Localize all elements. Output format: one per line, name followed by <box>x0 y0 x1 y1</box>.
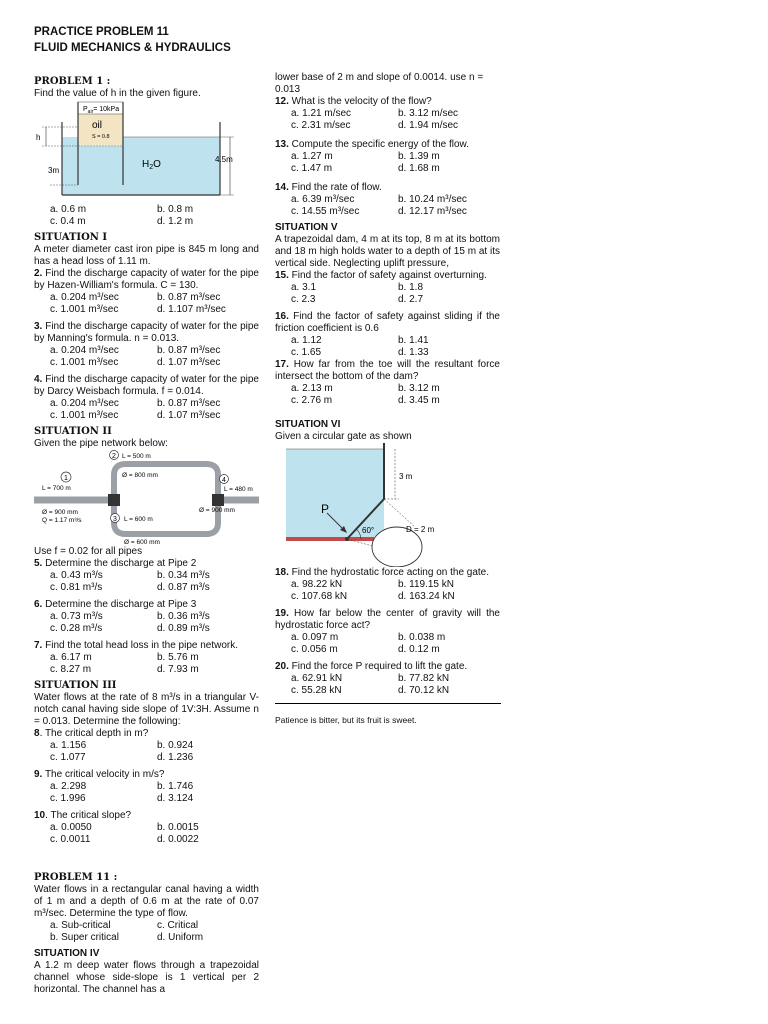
option: d. 0.12 m <box>398 644 440 655</box>
option: c. 1.996 <box>50 793 86 804</box>
option: b. 1.8 <box>398 282 424 293</box>
question-14 <box>275 182 500 194</box>
question-18 <box>275 567 500 579</box>
problem11-text: Water flows in a rectangular canal having a width of 1 m and a depth of 0.6 m at the rate of 0.07 m³/sec. Determine the type of flow. <box>34 884 259 919</box>
question-17-options <box>275 383 500 407</box>
option: b. 5.76 m <box>157 652 199 663</box>
question-text: Compute the specific energy of the flow. <box>288 139 470 150</box>
question-number: 3. <box>34 321 43 332</box>
option: a. 0.0050 <box>50 822 92 833</box>
question-number: 20. <box>275 661 289 672</box>
question-14-options <box>275 194 500 218</box>
problem1-title: PROBLEM 1 : <box>34 76 111 87</box>
option: b. 1.746 <box>157 781 194 792</box>
option: d. 1.2 m <box>157 216 194 227</box>
question-text: Find the hydrostatic force acting on the gate. <box>288 567 490 578</box>
right-dimension-label: 4.5m <box>215 155 233 164</box>
diameter-label: D = 2 m <box>406 525 435 534</box>
option: c. 1.001 m³/sec <box>50 357 119 368</box>
option: d. 3.124 <box>157 793 194 804</box>
option: d. Uniform <box>157 932 204 943</box>
option: b. 3.12 m/sec <box>398 108 459 119</box>
pipe-4-length: L = 480 m <box>224 486 253 493</box>
gate-projection-top <box>384 499 415 527</box>
option: d. 163.24 kN <box>398 591 455 602</box>
pipe-3-diameter: Ø = 600 mm <box>124 539 160 546</box>
reservoir-water <box>286 449 384 537</box>
question-12 <box>275 96 500 108</box>
option: c. 14.55 m³/sec <box>291 206 360 217</box>
header-subtitle: FLUID MECHANICS & HYDRAULICS <box>34 42 231 54</box>
situation4-text-continued: lower base of 2 m and slope of 0.0014. use n = 0.013 <box>275 72 484 95</box>
option: c. 1.001 m³/sec <box>50 304 119 315</box>
option: d. 1.68 m <box>398 163 440 174</box>
situation5-title: SITUATION V <box>275 222 338 233</box>
question-7 <box>34 640 259 652</box>
question-12-options <box>275 108 500 132</box>
question-text: How far below the center of gravity will the hydrostatic force act? <box>275 608 500 631</box>
question-3-options <box>34 345 259 369</box>
situation5-text: A trapezoidal dam, 4 m at its top, 8 m at its bottom and 18 m high holds water to a depth of 15 m at its vertical side. Neglecting uplift pressure, <box>275 234 500 269</box>
question-number: 13. <box>275 139 289 150</box>
option: b. 0.8 m <box>157 204 194 215</box>
question-number: 8 <box>34 728 40 739</box>
pipe-network-figure <box>34 450 259 546</box>
option: a. 0.73 m³/s <box>50 611 103 622</box>
question-number: 9. <box>34 769 43 780</box>
option: b. 0.87 m³/sec <box>157 345 221 356</box>
pipe-1-length: L = 700 m <box>42 485 71 492</box>
situation2-title: SITUATION II <box>34 426 112 437</box>
divider <box>275 703 501 704</box>
question-3 <box>34 321 259 345</box>
option: c. 107.68 kN <box>291 591 348 602</box>
situation2-note: Use f = 0.02 for all pipes <box>34 546 143 557</box>
option: d. 0.0022 <box>157 834 199 845</box>
question-6 <box>34 599 259 611</box>
pipe-2 <box>114 464 218 500</box>
left-column <box>34 72 259 996</box>
footer-motto: Patience is bitter, but its fruit is sweet. <box>275 715 417 725</box>
situation4-text: A 1.2 m deep water flows through a trapezoidal channel whose side-slope is 1 vertical per 2 horizontal. The channel has a <box>34 960 259 995</box>
question-number: 17. <box>275 359 289 370</box>
h-label: h <box>36 133 41 142</box>
situation6-title: SITUATION VI <box>275 419 341 430</box>
question-text: Find the total head loss in the pipe network. <box>42 640 239 651</box>
oil-label: oil <box>92 120 103 131</box>
question-2-options <box>34 292 259 316</box>
question-text: . The critical depth in m? <box>39 728 149 739</box>
question-number: 5. <box>34 558 43 569</box>
option: d. 12.17 m³/sec <box>398 206 467 217</box>
option: d. 0.87 m³/s <box>157 582 210 593</box>
option: d. 0.89 m³/s <box>157 623 210 634</box>
force-label: P <box>321 502 330 516</box>
question-10 <box>34 810 259 822</box>
question-6-options <box>34 611 259 635</box>
option: c. 0.81 m³/s <box>50 582 103 593</box>
option: c. 2.31 m/sec <box>291 120 351 131</box>
pipe-3-length: L = 600 m <box>124 516 153 523</box>
option: a. 0.204 m³/sec <box>50 398 119 409</box>
gate-figure <box>275 443 500 567</box>
problem1-text: Find the value of h in the given figure. <box>34 88 201 99</box>
pipe-1-diameter: Ø = 900 mm <box>42 509 78 516</box>
option: c. 55.28 kN <box>291 685 342 696</box>
option: b. 10.24 m³/sec <box>398 194 467 205</box>
tank-diagram <box>34 100 259 204</box>
question-15 <box>275 270 500 282</box>
option: b. 0.87 m³/sec <box>157 292 221 303</box>
question-17 <box>275 359 500 383</box>
option: b. 1.39 m <box>398 151 440 162</box>
option: b. 0.34 m³/s <box>157 570 210 581</box>
header-title: PRACTICE PROBLEM 11 <box>34 26 169 38</box>
option: a. 3.1 <box>291 282 317 293</box>
option: a. 1.21 m/sec <box>291 108 352 119</box>
question-text: Find the discharge capacity of water for the pipe by Darcy Weisbach formula. f = 0.014. <box>34 374 259 397</box>
flow-rate: Q = 1.17 m³/s <box>42 517 82 524</box>
situation6-text: Given a circular gate as shown <box>275 431 412 442</box>
option: a. 1.12 <box>291 335 322 346</box>
angle-label: 60° <box>362 526 375 535</box>
gate-diagram <box>275 443 500 567</box>
option: a. Sub-critical <box>50 920 111 931</box>
situation3-title: SITUATION III <box>34 680 117 691</box>
option: a. 98.22 kN <box>291 579 343 590</box>
option: b. 1.41 <box>398 335 429 346</box>
problem11-title: PROBLEM 11 : <box>34 872 118 883</box>
option: d. 1.07 m³/sec <box>157 410 221 421</box>
question-2 <box>34 268 259 292</box>
question-text: Find the discharge capacity of water for the pipe by Hazen-William's formula. C = 130. <box>34 268 259 291</box>
situation1-text: A meter diameter cast iron pipe is 845 m long and has a head loss of 1.11 m. <box>34 244 259 267</box>
page-header <box>34 24 231 56</box>
question-5-options <box>34 570 259 594</box>
question-13 <box>275 139 500 151</box>
situation2-text: Given the pipe network below: <box>34 438 168 449</box>
question-9 <box>34 769 259 781</box>
pipe-1-number: 1 <box>64 475 68 482</box>
option: c. 1.65 <box>291 347 322 358</box>
pipe-2-number: 2 <box>112 453 116 460</box>
situation1-title: SITUATION I <box>34 232 108 243</box>
question-5 <box>34 558 259 570</box>
question-text: How far from the toe will the resultant force intersect the bottom of the dam? <box>275 359 500 382</box>
option: a. 2.13 m <box>291 383 333 394</box>
junction-left <box>108 494 120 506</box>
option: c. 1.001 m³/sec <box>50 410 119 421</box>
option: d. 2.7 <box>398 294 424 305</box>
question-text: . The critical slope? <box>45 810 132 821</box>
question-18-options <box>275 579 500 603</box>
pressure-label: $P_{air}= 10kPa$ <box>83 106 120 115</box>
question-20-options <box>275 673 500 697</box>
question-8-options <box>34 740 259 764</box>
option: d. 7.93 m <box>157 664 199 675</box>
question-20 <box>275 661 500 673</box>
option: a. 6.17 m <box>50 652 92 663</box>
question-number: 12. <box>275 96 289 107</box>
question-number: 16. <box>275 311 289 322</box>
option: d. 3.45 m <box>398 395 440 406</box>
option: a. 0.097 m <box>291 632 339 643</box>
question-number: 4. <box>34 374 43 385</box>
option: d. 1.33 <box>398 347 429 358</box>
pipe-4-number: 4 <box>222 477 226 484</box>
question-text: Determine the discharge at Pipe 3 <box>42 599 197 610</box>
option: a. 6.39 m³/sec <box>291 194 355 205</box>
situation4-title: SITUATION IV <box>34 948 100 959</box>
question-9-options <box>34 781 259 805</box>
question-number: 2. <box>34 268 43 279</box>
question-7-options <box>34 652 259 676</box>
option: d. 70.12 kN <box>398 685 450 696</box>
specific-gravity-label: S = 0.8 <box>92 134 110 140</box>
option: b. 0.87 m³/sec <box>157 398 221 409</box>
option: a. 0.43 m³/s <box>50 570 103 581</box>
question-8 <box>34 728 259 740</box>
question-13-options <box>275 151 500 175</box>
pipe-4-diameter: Ø = 900 mm <box>199 507 235 514</box>
junction-right <box>212 494 224 506</box>
option: a. 1.156 <box>50 740 87 751</box>
option: b. 77.82 kN <box>398 673 450 684</box>
question-text: Determine the discharge at Pipe 2 <box>42 558 197 569</box>
question-text: The critical velocity in m/s? <box>42 769 165 780</box>
question-10-options <box>34 822 259 846</box>
question-text: Find the factor of safety against overturning. <box>288 270 487 281</box>
tank-figure <box>34 100 259 204</box>
question-number: 15. <box>275 270 289 281</box>
option: b. 0.36 m³/s <box>157 611 210 622</box>
pipe-2-diameter: Ø = 800 mm <box>122 472 158 479</box>
problem11-options <box>34 920 259 944</box>
option: c. 0.4 m <box>50 216 86 227</box>
option: b. 0.0015 <box>157 822 199 833</box>
option: a. 1.27 m <box>291 151 333 162</box>
option: d. 1.07 m³/sec <box>157 357 221 368</box>
option: c. 0.056 m <box>291 644 338 655</box>
question-text: Find the rate of flow. <box>288 182 382 193</box>
right-column <box>275 72 500 726</box>
question-number: 18. <box>275 567 289 578</box>
question-number: 10 <box>34 810 46 821</box>
option: a. 0.204 m³/sec <box>50 292 119 303</box>
question-text: Find the discharge capacity of water for the pipe by Manning's formula. n = 0.013. <box>34 321 259 344</box>
option: b. Super critical <box>50 932 119 943</box>
situation3-text: Water flows at the rate of 8 m³/s in a triangular V-notch canal having side slope of 1V:3H. Assume n = 0.013. Determine the following: <box>34 692 259 727</box>
option: c. 2.76 m <box>291 395 333 406</box>
water-label: $H_2O$ <box>142 159 161 171</box>
water-under-oil <box>78 146 123 195</box>
option: a. 2.298 <box>50 781 87 792</box>
question-number: 6. <box>34 599 43 610</box>
option: c. 2.3 <box>291 294 316 305</box>
depth-label: 3 m <box>399 472 413 481</box>
option: c. 0.28 m³/s <box>50 623 103 634</box>
question-15-options <box>275 282 500 306</box>
option: d. 1.94 m/sec <box>398 120 459 131</box>
question-4-options <box>34 398 259 422</box>
question-4 <box>34 374 259 398</box>
option: c. 1.47 m <box>291 163 333 174</box>
option: d. 1.236 <box>157 752 194 763</box>
question-text: What is the velocity of the flow? <box>288 96 432 107</box>
question-number: 14. <box>275 182 289 193</box>
question-19 <box>275 608 500 632</box>
question-16 <box>275 311 500 335</box>
question-number: 7. <box>34 640 43 651</box>
option: a. 0.6 m <box>50 204 87 215</box>
option: d. 1.107 m³/sec <box>157 304 226 315</box>
option: a. 0.204 m³/sec <box>50 345 119 356</box>
problem1-options <box>34 204 259 228</box>
question-16-options <box>275 335 500 359</box>
option: b. 0.924 <box>157 740 194 751</box>
pipe-network-diagram <box>34 450 259 546</box>
question-text: Find the force P required to lift the gate. <box>288 661 468 672</box>
option: c. 1.077 <box>50 752 86 763</box>
question-number: 19. <box>275 608 289 619</box>
pipe-2-length: L = 500 m <box>122 453 151 460</box>
option: b. 119.15 kN <box>398 579 454 590</box>
option: c. Critical <box>157 920 199 931</box>
question-19-options <box>275 632 500 656</box>
option: a. 62.91 kN <box>291 673 343 684</box>
option: c. 0.0011 <box>50 834 91 845</box>
pipe-3-number: 3 <box>113 516 117 523</box>
option: c. 8.27 m <box>50 664 92 675</box>
option: b. 3.12 m <box>398 383 440 394</box>
question-text: Find the factor of safety against sliding if the friction coefficient is 0.6 <box>275 311 500 334</box>
option: b. 0.038 m <box>398 632 446 643</box>
left-dimension-label: 3m <box>48 166 60 175</box>
